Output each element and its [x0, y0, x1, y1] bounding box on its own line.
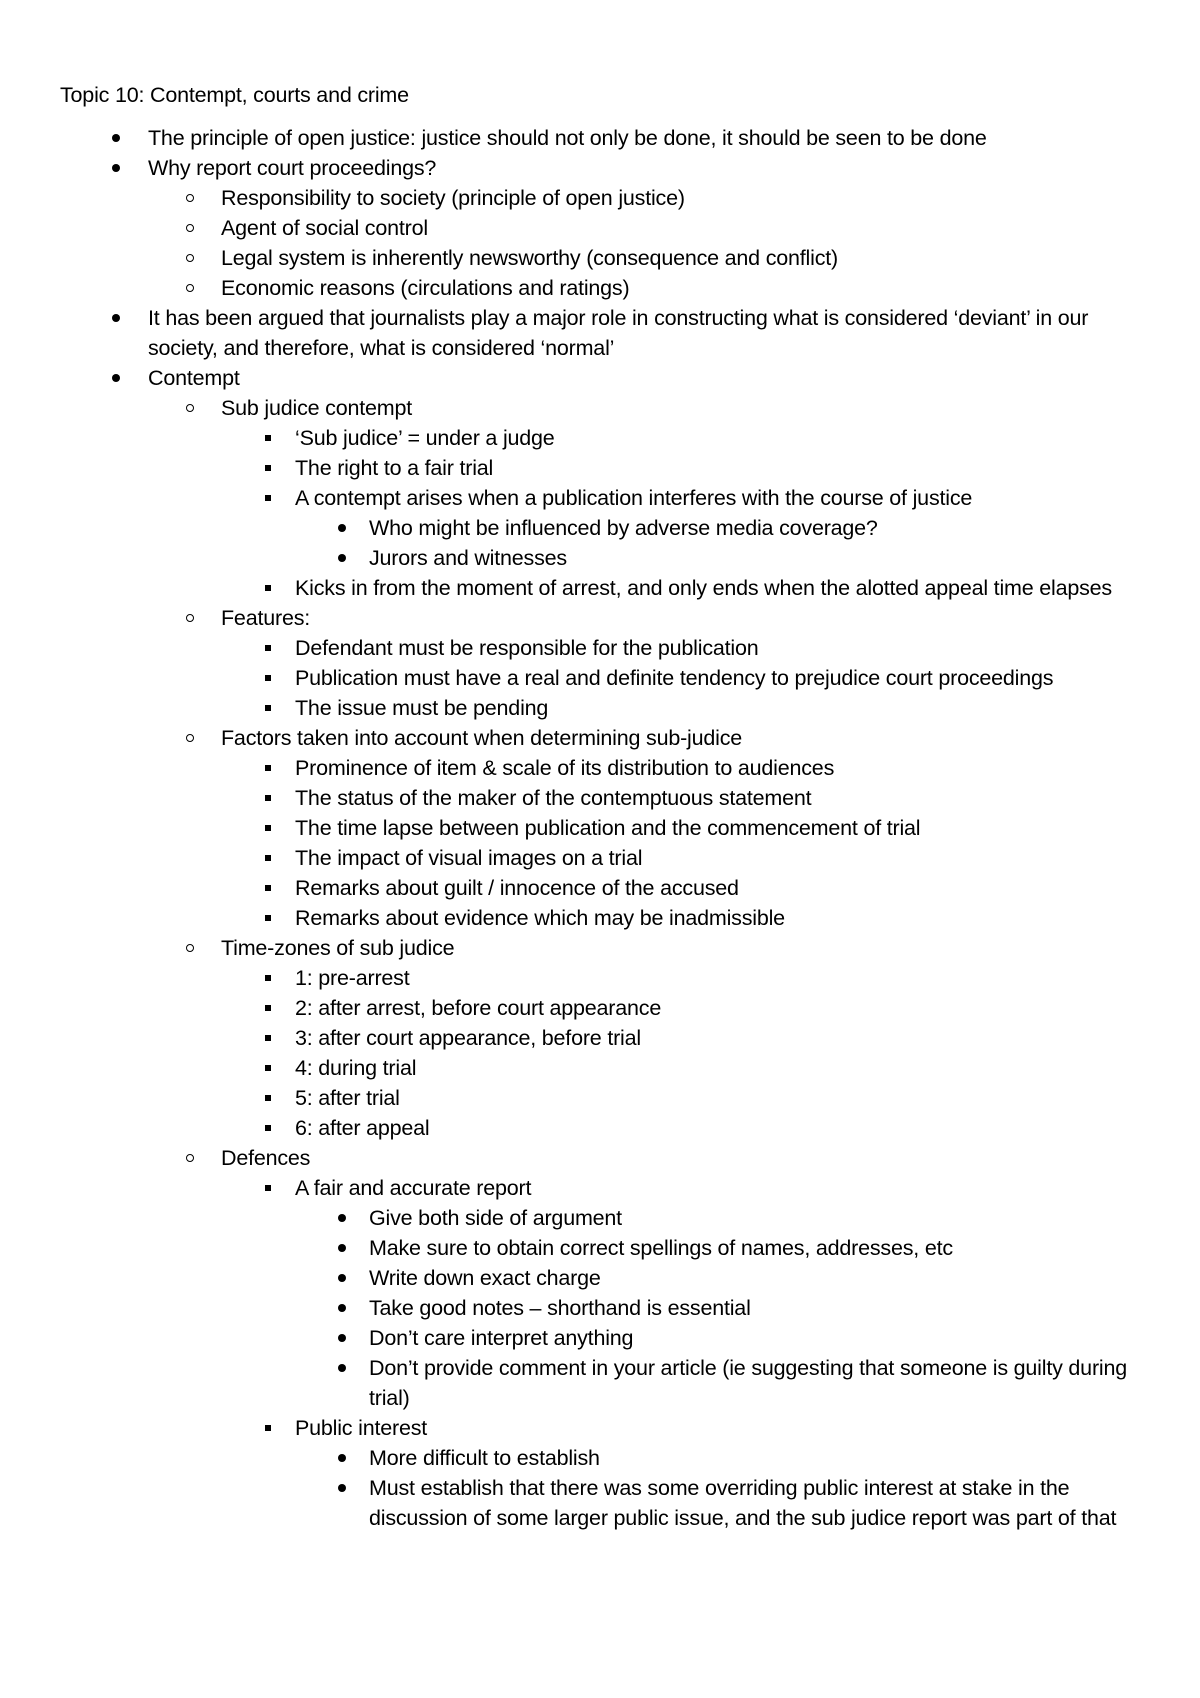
bullet-disc-icon — [108, 363, 124, 393]
list-item — [60, 1323, 1140, 1353]
list-item-text: The time lapse between publication and the commencement of trial — [295, 816, 921, 840]
list-item-text: Take good notes – shorthand is essential — [369, 1296, 751, 1320]
outline-list-level-2 — [60, 393, 1140, 1533]
list-item-text: A contempt arises when a publication interferes with the course of justice — [295, 486, 973, 510]
outline-list-level-3 — [60, 963, 1140, 1143]
list-item-text: It has been argued that journalists play a major role in constructing what is considered ‘deviant’ in our society, and therefore, what is considered ‘normal’ — [148, 306, 1089, 360]
list-item — [60, 723, 1140, 933]
list-item — [60, 243, 1140, 273]
outline-list-level-3 — [60, 633, 1140, 723]
list-item-text: Remarks about guilt / innocence of the accused — [295, 876, 739, 900]
bullet-disc-icon — [334, 1263, 350, 1293]
list-item — [60, 483, 1140, 573]
list-item — [60, 183, 1140, 213]
list-item — [60, 513, 1140, 543]
bullet-square-icon — [260, 783, 276, 813]
bullet-disc-icon — [108, 123, 124, 153]
list-item-text: The status of the maker of the contemptuous statement — [295, 786, 812, 810]
list-item-text: Defendant must be responsible for the publication — [295, 636, 759, 660]
bullet-square-icon — [260, 573, 276, 603]
list-item — [60, 1143, 1140, 1533]
bullet-circle-icon — [182, 393, 198, 423]
list-item — [60, 1113, 1140, 1143]
outline-list-level-3 — [60, 1173, 1140, 1533]
bullet-disc-icon — [334, 1203, 350, 1233]
bullet-disc-icon — [108, 303, 124, 333]
list-item-text: Legal system is inherently newsworthy (consequence and conflict) — [221, 246, 838, 270]
list-item-text: The issue must be pending — [295, 696, 549, 720]
list-item-text: Who might be influenced by adverse media coverage? — [369, 516, 878, 540]
list-item-text: Prominence of item & scale of its distribution to audiences — [295, 756, 835, 780]
list-item-text: The right to a fair trial — [295, 456, 494, 480]
list-item-text: Public interest — [295, 1416, 428, 1440]
list-item-text: Make sure to obtain correct spellings of names, addresses, etc — [369, 1236, 953, 1260]
list-item-text: Economic reasons (circulations and ratings) — [221, 276, 630, 300]
bullet-square-icon — [260, 453, 276, 483]
list-item — [60, 813, 1140, 843]
list-item-text: Must establish that there was some overriding public interest at stake in the discussion of some larger public issue, and the sub judice report was part of that — [369, 1476, 1117, 1530]
list-item-text: Don’t care interpret anything — [369, 1326, 634, 1350]
bullet-square-icon — [260, 483, 276, 513]
list-item-text: Responsibility to society (principle of open justice) — [221, 186, 685, 210]
bullet-circle-icon — [182, 603, 198, 633]
bullet-square-icon — [260, 873, 276, 903]
bullet-square-icon — [260, 993, 276, 1023]
bullet-disc-icon — [108, 153, 124, 183]
list-item-text: 5: after trial — [295, 1086, 400, 1110]
bullet-circle-icon — [182, 723, 198, 753]
outline-list-level-4 — [60, 1443, 1140, 1533]
bullet-disc-icon — [334, 1323, 350, 1353]
list-item-text: 3: after court appearance, before trial — [295, 1026, 641, 1050]
list-item — [60, 1023, 1140, 1053]
list-item — [60, 573, 1140, 603]
list-item-text: Kicks in from the moment of arrest, and only ends when the alotted appeal time elapses — [295, 576, 1112, 600]
list-item — [60, 123, 1140, 153]
list-item — [60, 1053, 1140, 1083]
list-item — [60, 1203, 1140, 1233]
list-item — [60, 1263, 1140, 1293]
list-item — [60, 1233, 1140, 1263]
list-item — [60, 963, 1140, 993]
list-item — [60, 1413, 1140, 1533]
bullet-square-icon — [260, 1173, 276, 1203]
outline-list-level-2 — [60, 183, 1140, 303]
list-item — [60, 1443, 1140, 1473]
list-item-text: Time-zones of sub judice — [221, 936, 455, 960]
list-item — [60, 633, 1140, 663]
list-item — [60, 783, 1140, 813]
list-item — [60, 1083, 1140, 1113]
list-item — [60, 693, 1140, 723]
list-item — [60, 873, 1140, 903]
list-item — [60, 1173, 1140, 1413]
bullet-circle-icon — [182, 933, 198, 963]
bullet-circle-icon — [182, 273, 198, 303]
list-item — [60, 1353, 1140, 1413]
list-item-text: Sub judice contempt — [221, 396, 413, 420]
list-item — [60, 363, 1140, 1533]
list-item-text: 6: after appeal — [295, 1116, 430, 1140]
bullet-disc-icon — [334, 1233, 350, 1263]
list-item — [60, 273, 1140, 303]
list-item — [60, 993, 1140, 1023]
document-title: Topic 10: Contempt, courts and crime — [60, 83, 409, 107]
bullet-disc-icon — [334, 1443, 350, 1473]
bullet-disc-icon — [334, 1293, 350, 1323]
list-item — [60, 663, 1140, 693]
bullet-disc-icon — [334, 1353, 350, 1383]
bullet-circle-icon — [182, 1143, 198, 1173]
list-item-text: Features: — [221, 606, 311, 630]
bullet-square-icon — [260, 663, 276, 693]
bullet-square-icon — [260, 1083, 276, 1113]
bullet-square-icon — [260, 1413, 276, 1443]
bullet-square-icon — [260, 813, 276, 843]
list-item — [60, 903, 1140, 933]
bullet-square-icon — [260, 1113, 276, 1143]
list-item-text: Write down exact charge — [369, 1266, 601, 1290]
bullet-square-icon — [260, 693, 276, 723]
outline-list-level-4 — [60, 1203, 1140, 1413]
bullet-square-icon — [260, 1053, 276, 1083]
list-item-text: Factors taken into account when determining sub-judice — [221, 726, 743, 750]
list-item-text: Contempt — [148, 366, 240, 390]
list-item-text: Don’t provide comment in your article (ie suggesting that someone is guilty during trial) — [369, 1356, 1127, 1410]
list-item — [60, 843, 1140, 873]
document-page — [60, 80, 1140, 1533]
list-item-text: More difficult to establish — [369, 1446, 600, 1470]
list-item-text: The impact of visual images on a trial — [295, 846, 643, 870]
list-item — [60, 753, 1140, 783]
list-item — [60, 303, 1140, 363]
list-item-text: Publication must have a real and definite tendency to prejudice court proceedings — [295, 666, 1054, 690]
bullet-square-icon — [260, 843, 276, 873]
bullet-square-icon — [260, 903, 276, 933]
outline-list-level-3 — [60, 753, 1140, 933]
outline-list-level-4 — [60, 513, 1140, 573]
list-item-text: Why report court proceedings? — [148, 156, 437, 180]
list-item — [60, 543, 1140, 573]
list-item-text: Jurors and witnesses — [369, 546, 567, 570]
list-item-text: The principle of open justice: justice should not only be done, it should be seen to be done — [148, 126, 987, 150]
list-item — [60, 393, 1140, 603]
bullet-disc-icon — [334, 543, 350, 573]
bullet-circle-icon — [182, 183, 198, 213]
list-item-text: Defences — [221, 1146, 311, 1170]
list-item — [60, 1293, 1140, 1323]
bullet-square-icon — [260, 1023, 276, 1053]
list-item — [60, 1473, 1140, 1533]
list-item — [60, 933, 1140, 1143]
list-item-text: 4: during trial — [295, 1056, 417, 1080]
list-item-text: A fair and accurate report — [295, 1176, 532, 1200]
list-item — [60, 603, 1140, 723]
bullet-disc-icon — [334, 513, 350, 543]
list-item — [60, 153, 1140, 303]
notes-outline — [60, 123, 1140, 1533]
bullet-disc-icon — [334, 1473, 350, 1503]
bullet-square-icon — [260, 753, 276, 783]
list-item — [60, 213, 1140, 243]
bullet-circle-icon — [182, 243, 198, 273]
list-item-text: 2: after arrest, before court appearance — [295, 996, 662, 1020]
bullet-square-icon — [260, 963, 276, 993]
bullet-square-icon — [260, 633, 276, 663]
list-item-text: 1: pre-arrest — [295, 966, 410, 990]
list-item-text: Remarks about evidence which may be inadmissible — [295, 906, 785, 930]
bullet-square-icon — [260, 423, 276, 453]
list-item — [60, 453, 1140, 483]
list-item-text: Agent of social control — [221, 216, 428, 240]
list-item-text: Give both side of argument — [369, 1206, 622, 1230]
list-item-text: ‘Sub judice’ = under a judge — [295, 426, 555, 450]
outline-list-level-3 — [60, 423, 1140, 603]
bullet-circle-icon — [182, 213, 198, 243]
outline-list-level-1 — [60, 123, 1140, 1533]
list-item — [60, 423, 1140, 453]
